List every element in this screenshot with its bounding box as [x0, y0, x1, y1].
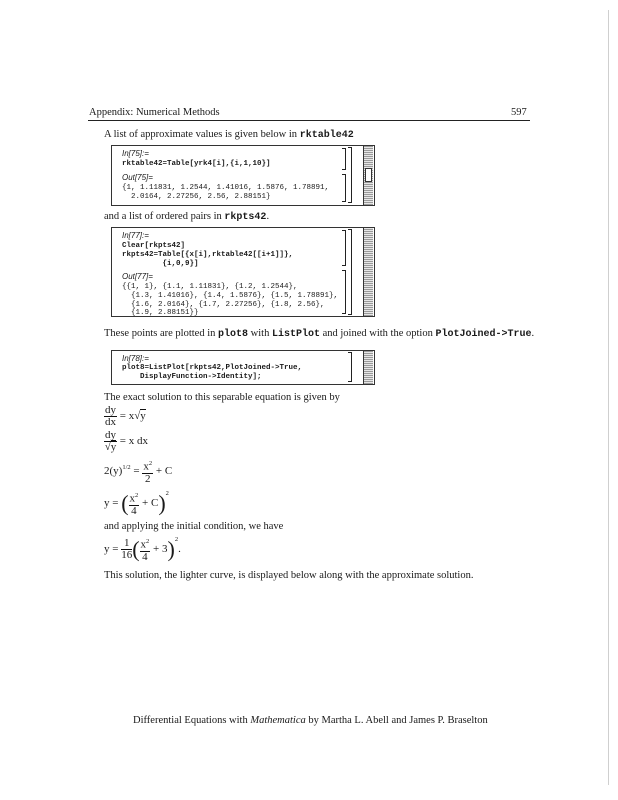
- paragraph-text: with: [248, 328, 272, 339]
- denominator: [104, 442, 117, 453]
- inline-code-listplot: ListPlot: [271, 329, 320, 340]
- scroll-thumb[interactable]: [365, 168, 372, 182]
- paragraph-initial-condition: and applying the initial condition, we have: [104, 521, 284, 532]
- right-paren: ): [167, 536, 175, 562]
- sqrt-argument: y: [110, 441, 117, 453]
- equation-lhs: y =: [104, 542, 122, 555]
- fraction: [104, 430, 117, 453]
- notebook-cell-78[interactable]: [111, 350, 375, 385]
- inline-code-rktable42: rktable42: [299, 130, 354, 141]
- equation-rhs: = x dx: [119, 435, 148, 448]
- header-rule: [88, 120, 530, 121]
- denominator: 2: [144, 472, 151, 485]
- page-number: 597: [511, 107, 527, 118]
- out-label: Out[75]=: [122, 173, 153, 182]
- paragraph-exact: The exact solution to this separable equation is given by: [104, 392, 340, 403]
- paragraph-intro: [104, 128, 354, 142]
- exponent: 2: [135, 492, 139, 499]
- numerator: 1: [121, 538, 132, 550]
- right-paren: ): [158, 490, 166, 516]
- exponent: 2: [165, 490, 169, 497]
- equation-rhs: = x: [119, 410, 135, 423]
- left-paren: (: [132, 536, 140, 562]
- cell-bracket[interactable]: [342, 174, 346, 202]
- denominator: dx: [105, 416, 116, 428]
- fraction: [129, 490, 140, 517]
- output-line: {1.6, 2.0164}, {1.7, 2.27256}, {1.8, 2.56},: [122, 301, 325, 309]
- input-code[interactable]: rkpts42=Table[{x[i],rktable42[[i+1]]},: [122, 251, 294, 259]
- paragraph-text: A list of approximate values is given below in: [104, 129, 300, 140]
- sqrt-icon: √: [104, 441, 111, 453]
- paragraph-plot: [104, 327, 534, 341]
- sqrt-icon: √: [134, 410, 141, 423]
- footer-italic: Mathematica: [250, 715, 306, 726]
- equation-rhs: + C: [153, 464, 173, 477]
- numerator: dy: [105, 404, 116, 416]
- period: .: [178, 542, 181, 555]
- exponent: 2: [148, 460, 153, 467]
- exponent: 2: [174, 536, 179, 543]
- scrollbar[interactable]: [363, 146, 373, 205]
- equals-sign: =: [130, 464, 143, 477]
- fraction: [140, 536, 151, 563]
- equation-general-solution: [104, 490, 169, 517]
- numerator: [140, 536, 151, 552]
- numerator-base: x: [143, 460, 149, 473]
- output-line: {1, 1.11831, 1.2544, 1.41016, 1.5876, 1.78891,: [122, 184, 330, 192]
- paragraph-text: and joined with the option: [319, 328, 436, 339]
- group-bracket[interactable]: [348, 229, 352, 315]
- numerator: dy: [105, 429, 116, 441]
- cell-bracket[interactable]: [342, 230, 346, 266]
- in-label: In[75]:=: [122, 149, 149, 158]
- footer-citation: [133, 714, 488, 727]
- paragraph-pairs: [104, 210, 269, 224]
- fraction: [104, 405, 117, 428]
- coefficient-fraction: [121, 538, 132, 561]
- output-line: {1.9, 2.88151}}: [122, 309, 199, 317]
- paragraph-display: This solution, the lighter curve, is displayed below along with the approximate solution.: [104, 570, 474, 581]
- input-code[interactable]: Clear[rkpts42]: [122, 242, 186, 250]
- in-label: In[77]:=: [122, 231, 149, 240]
- paragraph-text: These points are plotted in: [104, 328, 219, 339]
- cell-bracket[interactable]: [348, 352, 352, 382]
- inline-code-plot8: plot8: [218, 329, 249, 340]
- numerator: [142, 458, 153, 474]
- sqrt-argument: y: [140, 410, 146, 423]
- output-line: 2.0164, 2.27256, 2.56, 2.88151}: [122, 193, 271, 201]
- inline-code-rkpts42: rkpts42: [224, 212, 267, 223]
- footer-text: Differential Equations with: [133, 715, 251, 726]
- notebook-cell-75[interactable]: [111, 145, 375, 206]
- chapter-header: Appendix: Numerical Methods: [89, 107, 220, 118]
- constant-term: + 3: [150, 542, 168, 555]
- cell-bracket[interactable]: [342, 270, 346, 314]
- denominator: 16: [121, 548, 133, 561]
- cell-bracket[interactable]: [342, 148, 346, 170]
- input-code[interactable]: {i,0,9}]: [122, 260, 199, 268]
- numerator-base: x: [129, 492, 136, 505]
- paragraph-text: .: [531, 328, 535, 339]
- left-paren: (: [121, 490, 129, 516]
- equation-integrated: [104, 458, 172, 485]
- paragraph-text: and a list of ordered pairs in: [104, 211, 225, 222]
- group-bracket[interactable]: [348, 147, 352, 203]
- paragraph-text: .: [266, 211, 270, 222]
- numerator: [129, 490, 140, 506]
- denominator: 4: [142, 550, 148, 563]
- numerator-base: x: [140, 538, 147, 551]
- equation-lhs: y =: [104, 496, 122, 509]
- equation-separated: [104, 430, 148, 453]
- exponent: 1/2: [122, 464, 131, 472]
- fraction: [142, 458, 153, 485]
- scrollbar[interactable]: [363, 228, 373, 316]
- inline-code-plotjoined: PlotJoined->True: [435, 329, 532, 340]
- constant-term: + C: [139, 496, 159, 509]
- exponent: 2: [146, 538, 150, 545]
- input-code[interactable]: plot8=ListPlot[rkpts42,PlotJoined->True,: [122, 364, 303, 372]
- output-line: {{1, 1}, {1.1, 1.11831}, {1.2, 1.2544},: [122, 283, 298, 291]
- in-label: In[78]:=: [122, 354, 149, 363]
- notebook-cell-77[interactable]: [111, 227, 375, 317]
- input-code[interactable]: DisplayFunction->Identity];: [122, 373, 262, 381]
- footer-text: by Martha L. Abell and James P. Braselton: [305, 715, 488, 726]
- page-edge: [608, 10, 609, 785]
- scrollbar[interactable]: [363, 351, 373, 384]
- equation-lhs: 2(y): [104, 464, 123, 477]
- output-line: {1.3, 1.41016}, {1.4, 1.5876}, {1.5, 1.78891},: [122, 292, 339, 300]
- out-label: Out[77]=: [122, 272, 153, 281]
- input-code[interactable]: rktable42=Table[yrk4[i],{i,1,10}]: [122, 160, 271, 168]
- equation-particular-solution: [104, 536, 181, 563]
- denominator: 4: [131, 504, 137, 517]
- equation-ode: [104, 405, 146, 428]
